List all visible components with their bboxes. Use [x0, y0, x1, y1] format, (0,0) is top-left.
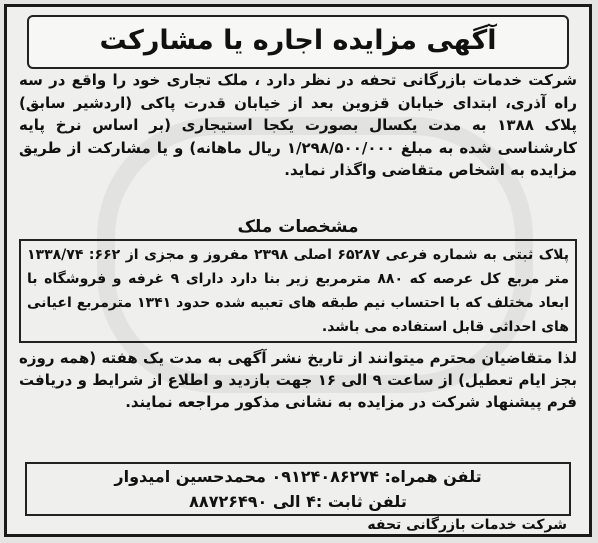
specs-box — [19, 239, 577, 343]
landline-phone-line: تلفن ثابت :۴ الی ۸۸۷۲۶۴۹۰ — [189, 492, 407, 511]
call-paragraph: لذا متقاضیان محترم میتوانند از تاریخ نشر آگهی به مدت یک هفته (همه روزه بجز ایام تعطیل) از ساعت ۹ الی ۱۶ جهت بازدید و اطلاع از شرایط و دریافت فرم پیشنهاد شرکت در مزایده به نشانی مذکور مراجعه نمایند. — [19, 349, 577, 411]
advertisement — [4, 4, 592, 537]
company-footer: شرکت خدمات بازرگانی تحفه — [367, 517, 567, 533]
contact-box — [25, 462, 571, 516]
intro-paragraph: شرکت خدمات بازرگانی تحفه در نظر دارد ، ملک تجاری خود را واقع در سه راه آذری، ابتدای خیابان قزوین بعد از خیابان قدرت پاکی (اردشیر سابق) پلاک ۱۳۸۸ به مدت یکسال بصورت یکجا استیجاری (بر اساس نرخ پایه کارشناسی شده به مبلغ ۱/۲۹۸/۵۰۰/۰۰۰ ریال ماهانه) و یا مشارکت از طریق مزایده به اشخاص متقاضی واگذار نماید. — [19, 71, 578, 179]
specs-heading: مشخصات ملک — [237, 217, 359, 237]
ad-title: آگهی مزایده اجاره یا مشارکت — [27, 15, 569, 69]
mobile-phone-line: تلفن همراه: ۰۹۱۲۴۰۸۶۲۷۴ محمدحسین امیدوار — [114, 467, 482, 486]
specs-paragraph: پلاک ثبتی به شماره فرعی ۶۵۲۸۷ اصلی ۲۳۹۸ مفروز و مجزی از ۶۶۲: ۱۳۳۸/۷۴ متر مربع کل عرصه که ۸۸۰ مترمربع زیر بنا دارد دارای ۹ غرفه و فروشگاه با ابعاد مختلف که با احتساب نیم طبقه های تعبیه شده حدود ۱۳۴۱ مترمربع اعیانی های احداثی قابل استفاده می باشد. — [27, 247, 569, 335]
